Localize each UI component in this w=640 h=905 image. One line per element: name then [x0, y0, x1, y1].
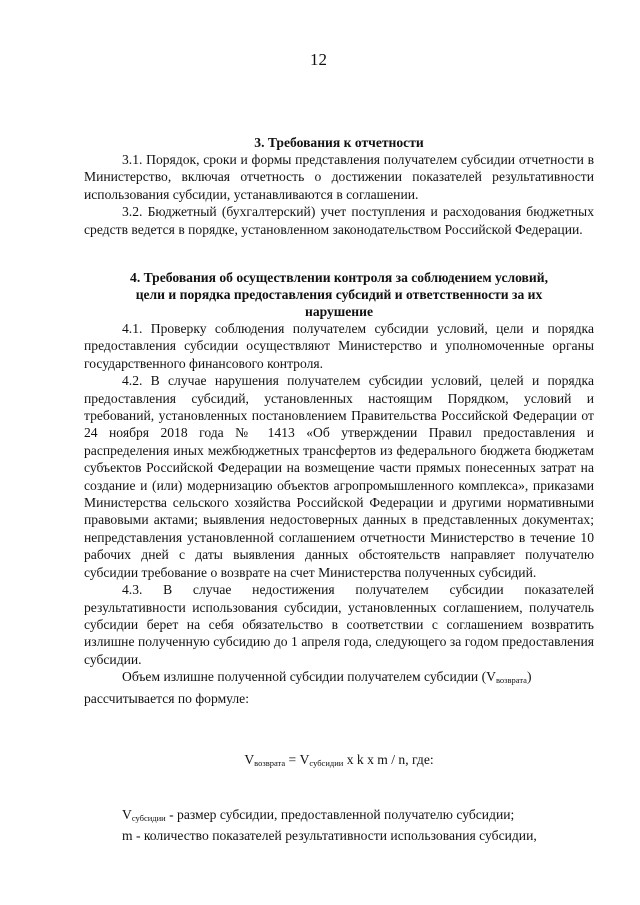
page-number: 12	[310, 50, 327, 69]
formula-sub-return: возврата	[254, 758, 286, 768]
paragraph-3-2: 3.2. Бюджетный (бухгалтерский) учет поступления и расходования бюджетных средств ведется в порядке, установленном законодательством Российской Федерации.	[84, 204, 594, 237]
formula-v-return: V	[244, 752, 255, 767]
definition-m: m - количество показателей результативности использования субсидии,	[122, 828, 537, 844]
section-4-title-line-3: нарушение	[304, 304, 373, 319]
paragraph-4-4-line-2: рассчитывается по формуле:	[84, 690, 249, 706]
section-4-title-line-2: цели и порядка предоставления субсидий и ответственности за их	[135, 287, 543, 302]
section-3-title: 3. Требования к отчетности	[254, 135, 424, 150]
v-return-subscript: возврата	[495, 675, 527, 686]
paragraph-4-1: 4.1. Проверку соблюдения получателем субсидии условий, цели и порядка предоставления субсидии осуществляют Министерство и уполномоченные органы государственного финансового контроля.	[84, 321, 594, 371]
section-3	[84, 134, 594, 238]
formula-sub-subsidy: субсидии	[309, 758, 344, 768]
paragraph-4-4	[84, 668, 594, 689]
formula-rest: x k x m / n, где:	[343, 752, 434, 767]
formula	[84, 752, 594, 768]
definition-v-text: - размер субсидии, предоставленной получателю субсидии;	[165, 807, 515, 822]
paragraph-4-4-text: Объем излишне полученной субсидии получателем субсидии (V	[122, 669, 496, 685]
formula-eq: = V	[285, 752, 310, 767]
definition-v-sub: субсидии	[131, 813, 166, 823]
paragraph-4-3: 4.3. В случае недостижения получателем субсидии показателей результативности использования субсидии, установленных соглашением, получатель субсидии берет на себя обязательство в соответствии с соглашением возвратить излишне полученную субсидию до 1 апреля года, следующего за годом предоставления субсидии.	[84, 582, 594, 667]
paragraph-4-4-tail: )	[526, 669, 532, 685]
section-4-title-line-1: 4. Требования об осуществлении контроля за соблюдением условий,	[130, 270, 548, 285]
definition-v: V	[122, 807, 132, 822]
paragraph-4-2: 4.2. В случае нарушения получателем субсидии условий, целей и порядка предоставления субсидий, установленных настоящим Порядком, условий и требований, установленных постановлением Правительства Российской Федерации от 24 ноября 2018 года № 1413 «Об утверждении Правил предоставления и распределения иных межбюджетных трансфертов из федерального бюджета бюджетам субъектов Российской Федерации на возмещение части прямых понесенных затрат на создание и (или) модернизацию объектов агропромышленного комплекса», приказами Министерства сельского хозяйства Российской Федерации и другими нормативными правовыми актами; выявления недостоверных данных в представленных документах; непредставления установленной соглашением отчетности Министерство в течение 10 рабочих дней с даты выявления данных обстоятельств направляет получателю субсидии требование о возврате на счет Министерства полученных субсидий.	[84, 373, 594, 580]
definitions	[84, 806, 594, 845]
paragraph-3-1: 3.1. Порядок, сроки и формы представления получателем субсидии отчетности в Министерство, включая отчетность о достижении показателей результативности использования субсидии, устанавливаются в соглашении.	[84, 152, 594, 202]
section-4	[84, 269, 594, 707]
definition-v-subsidy	[84, 806, 594, 827]
